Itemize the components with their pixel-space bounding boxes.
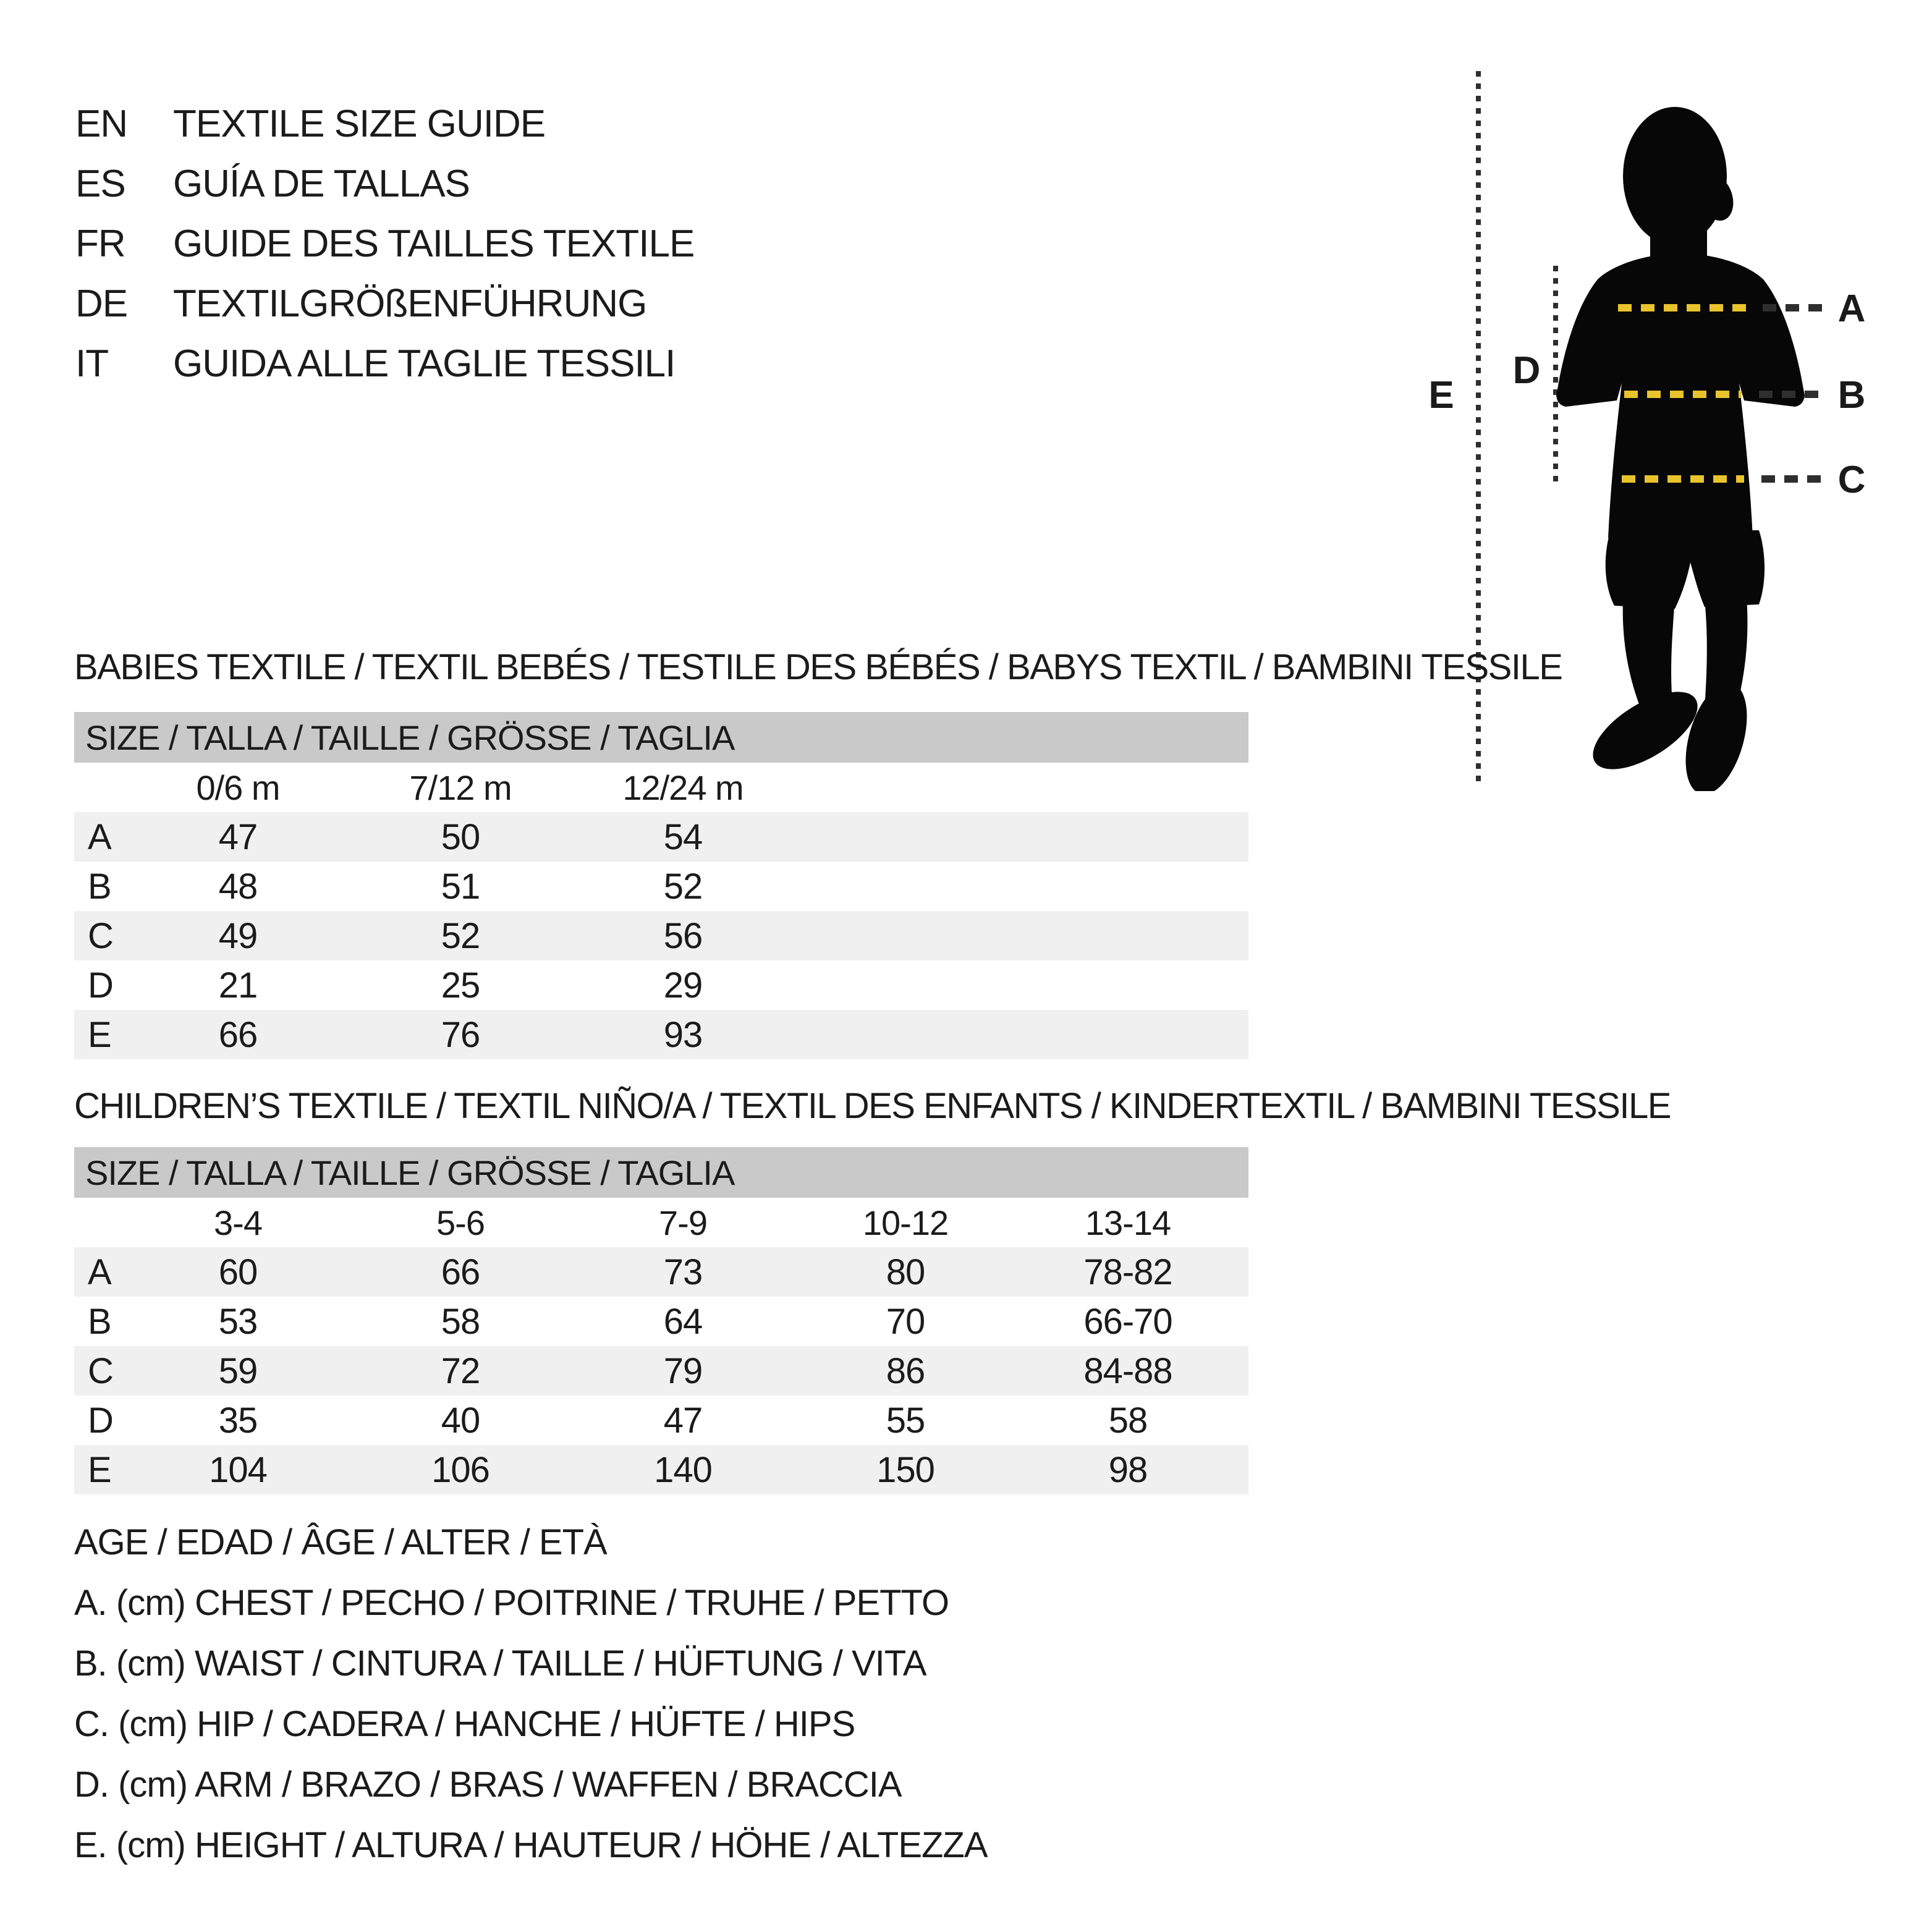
measurement-value: 80 xyxy=(886,1252,925,1292)
column-header: 0/6 m xyxy=(196,768,280,807)
measurement-value: 29 xyxy=(663,965,703,1006)
legend-line: D. (cm) ARM / BRAZO / BRAS / WAFFEN / BRACCIA xyxy=(74,1764,902,1805)
language-code: FR xyxy=(75,222,125,265)
measurement-value: 78-82 xyxy=(1083,1252,1172,1292)
children-section-heading: CHILDREN’S TEXTILE / TEXTIL NIÑO/A / TEXTIL DES ENFANTS / KINDERTEXTIL / BAMBINI TESSILE xyxy=(74,1086,1671,1126)
row-label: D xyxy=(88,1400,114,1441)
row-label: B xyxy=(88,866,112,907)
language-code: IT xyxy=(75,342,109,385)
language-row xyxy=(75,154,694,214)
measurement-value: 47 xyxy=(218,816,258,857)
measurement-value: 66-70 xyxy=(1083,1301,1172,1342)
table-row xyxy=(74,1010,1248,1059)
language-title: TEXTILGRÖßENFÜHRUNG xyxy=(173,282,647,325)
language-row xyxy=(75,334,694,394)
table-column-headers xyxy=(74,763,1248,812)
table-size-header: SIZE / TALLA / TAILLE / GRÖSSE / TAGLIA xyxy=(74,1147,1248,1198)
babies-section-heading: BABIES TEXTILE / TEXTIL BEBÉS / TESTILE DES BÉBÉS / BABYS TEXTIL / BAMBINI TESSILE xyxy=(74,647,1562,687)
measurement-value: 49 xyxy=(218,915,258,956)
measurement-value: 66 xyxy=(441,1252,480,1292)
measurement-value: 47 xyxy=(663,1400,703,1441)
column-header: 7-9 xyxy=(659,1203,707,1242)
measurement-value: 79 xyxy=(663,1350,703,1391)
table-row xyxy=(74,812,1248,862)
language-title: GUIDE DES TAILLES TEXTILE xyxy=(173,222,695,265)
legend-line: AGE / EDAD / ÂGE / ALTER / ETÀ xyxy=(74,1522,607,1562)
table-row xyxy=(74,862,1248,911)
measurement-legend xyxy=(74,1512,988,1875)
measurement-value: 21 xyxy=(218,965,258,1006)
legend-line: E. (cm) HEIGHT / ALTURA / HAUTEUR / HÖHE / ALTEZZA xyxy=(74,1824,988,1865)
measurement-value: 93 xyxy=(663,1014,703,1055)
table-size-header: SIZE / TALLA / TAILLE / GRÖSSE / TAGLIA xyxy=(74,712,1248,763)
measurement-value: 59 xyxy=(218,1350,258,1391)
figure-label-d: D xyxy=(1512,349,1541,392)
measurement-value: 35 xyxy=(218,1400,258,1441)
table-row xyxy=(74,911,1248,960)
measurement-value: 51 xyxy=(441,866,480,907)
language-code: DE xyxy=(75,282,128,325)
column-header: 12/24 m xyxy=(622,768,744,807)
row-label: C xyxy=(88,915,114,956)
figure-label-b: B xyxy=(1837,374,1866,417)
table-row xyxy=(74,1445,1248,1494)
language-code: EN xyxy=(75,103,128,145)
measurement-value: 52 xyxy=(441,915,480,956)
measurement-value: 48 xyxy=(218,866,258,907)
language-row xyxy=(75,274,694,334)
column-header: 13-14 xyxy=(1085,1203,1171,1242)
row-label: C xyxy=(88,1350,114,1391)
measurement-value: 55 xyxy=(886,1400,925,1441)
measurement-value: 72 xyxy=(441,1350,480,1391)
measurement-value: 64 xyxy=(663,1301,703,1342)
table-column-headers xyxy=(74,1198,1248,1247)
babies-size-table xyxy=(74,712,1248,1059)
figure-label-a: A xyxy=(1837,287,1866,330)
row-label: E xyxy=(88,1449,112,1490)
language-title: GUÍA DE TALLAS xyxy=(173,163,470,205)
measurement-value: 73 xyxy=(663,1252,703,1292)
measurement-value: 56 xyxy=(663,915,703,956)
language-title: GUIDA ALLE TAGLIE TESSILI xyxy=(173,342,676,385)
measurement-value: 84-88 xyxy=(1083,1350,1172,1391)
legend-line: C. (cm) HIP / CADERA / HANCHE / HÜFTE / HIPS xyxy=(74,1703,855,1744)
measurement-value: 52 xyxy=(663,866,703,907)
figure-label-c: C xyxy=(1837,459,1866,501)
language-code: ES xyxy=(75,163,125,205)
row-label: B xyxy=(88,1301,112,1342)
measurement-value: 25 xyxy=(441,965,480,1006)
legend-line: A. (cm) CHEST / PECHO / POITRINE / TRUHE / PETTO xyxy=(74,1582,949,1623)
row-label: A xyxy=(88,816,112,857)
measurement-value: 54 xyxy=(663,816,703,857)
table-row xyxy=(74,1346,1248,1396)
measurement-value: 58 xyxy=(1108,1400,1148,1441)
measurement-value: 76 xyxy=(441,1014,480,1055)
row-label: D xyxy=(88,965,114,1006)
table-row xyxy=(74,960,1248,1010)
row-label: A xyxy=(88,1252,112,1292)
column-header: 3-4 xyxy=(214,1203,262,1242)
row-label: E xyxy=(88,1014,112,1055)
measurement-value: 50 xyxy=(441,816,480,857)
measurement-value: 70 xyxy=(886,1301,925,1342)
table-row xyxy=(74,1297,1248,1346)
child-silhouette xyxy=(1556,107,1805,791)
table-row xyxy=(74,1247,1248,1297)
column-header: 7/12 m xyxy=(409,768,512,807)
figure-label-e: E xyxy=(1428,374,1454,417)
measurement-value: 140 xyxy=(654,1449,712,1490)
column-header: 10-12 xyxy=(862,1203,949,1242)
table-row xyxy=(74,1396,1248,1445)
measurement-value: 98 xyxy=(1108,1449,1148,1490)
measurement-value: 53 xyxy=(218,1301,258,1342)
measurement-value: 86 xyxy=(886,1350,925,1391)
legend-line: B. (cm) WAIST / CINTURA / TAILLE / HÜFTUNG / VITA xyxy=(74,1643,926,1684)
measurement-value: 60 xyxy=(218,1252,258,1292)
language-row xyxy=(75,214,694,274)
language-title-list xyxy=(75,94,694,394)
language-row xyxy=(75,94,694,154)
measurement-value: 58 xyxy=(441,1301,480,1342)
children-size-table xyxy=(74,1147,1248,1494)
measurement-value: 150 xyxy=(876,1449,934,1490)
measurement-value: 66 xyxy=(218,1014,258,1055)
language-title: TEXTILE SIZE GUIDE xyxy=(173,103,546,145)
column-header: 5-6 xyxy=(436,1203,485,1242)
measurement-value: 106 xyxy=(431,1449,489,1490)
measurement-value: 104 xyxy=(209,1449,267,1490)
measurement-value: 40 xyxy=(441,1400,480,1441)
